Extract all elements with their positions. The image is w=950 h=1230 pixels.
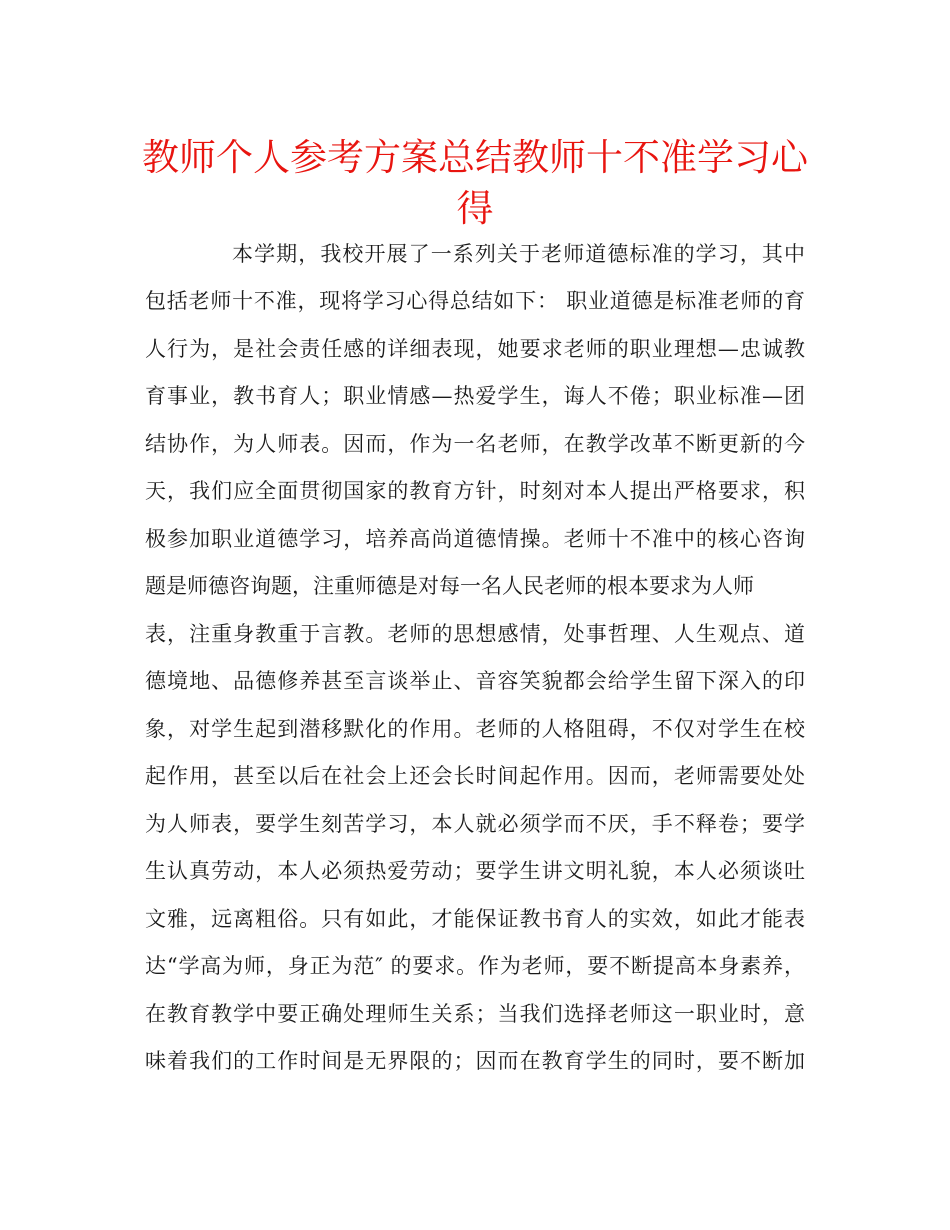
body-text-line: 表，注重身教重于言教。老师的思想感情，处事哲理、人生观点、道	[145, 622, 805, 646]
body-text-line: 人行为，是社会责任感的详细表现，她要求老师的职业理想—忠诚教	[145, 337, 805, 361]
body-text-line: 德境地、品德修养甚至言谈举止、音容笑貌都会给学生留下深入的印	[145, 669, 805, 693]
body-text-line: 味着我们的工作时间是无界限的；因而在教育学生的同时，要不断加	[145, 1049, 805, 1073]
body-text-line: 象，对学生起到潜移默化的作用。老师的人格阻碍，不仅对学生在校	[145, 717, 805, 741]
body-text-line: 文雅，远离粗俗。只有如此，才能保证教书育人的实效，如此才能表	[145, 907, 805, 931]
body-text-line: 题是师德咨询题，注重师德是对每一名人民老师的根本要求为人师	[145, 574, 754, 598]
document-title-line-1: 教师个人参考方案总结教师十不准学习心	[142, 136, 808, 179]
body-text-line: 生认真劳动，本人必须热爱劳动；要学生讲文明礼貌，本人必须谈吐	[145, 859, 805, 883]
body-text-line: 本学期，我校开展了一系列关于老师道德标准的学习，其中	[232, 242, 805, 266]
body-text-line: 天，我们应全面贯彻国家的教育方针，时刻对本人提出严格要求，积	[145, 479, 805, 503]
body-text-line: 包括老师十不准，现将学习心得总结如下： 职业道德是标准老师的育	[145, 289, 805, 313]
body-text-line: 极参加职业道德学习，培养高尚道德情操。老师十不准中的核心咨询	[145, 527, 805, 551]
body-text-line: 起作用，甚至以后在社会上还会长时间起作用。因而，老师需要处处	[145, 764, 805, 788]
body-text-line: 达“学高为师，身正为范″ 的要求。作为老师，要不断提高本身素养，	[145, 954, 805, 978]
body-text-line: 在教育教学中要正确处理师生关系；当我们选择老师这一职业时，意	[145, 1002, 805, 1026]
body-text-line: 结协作，为人师表。因而，作为一名老师，在教学改革不断更新的今	[145, 432, 805, 456]
body-text-line: 为人师表，要学生刻苦学习，本人就必须学而不厌，手不释卷；要学	[145, 812, 805, 836]
body-text-line: 育事业，教书育人；职业情感—热爱学生，诲人不倦；职业标准—团	[145, 384, 805, 408]
document-title-line-2: 得	[456, 187, 494, 230]
